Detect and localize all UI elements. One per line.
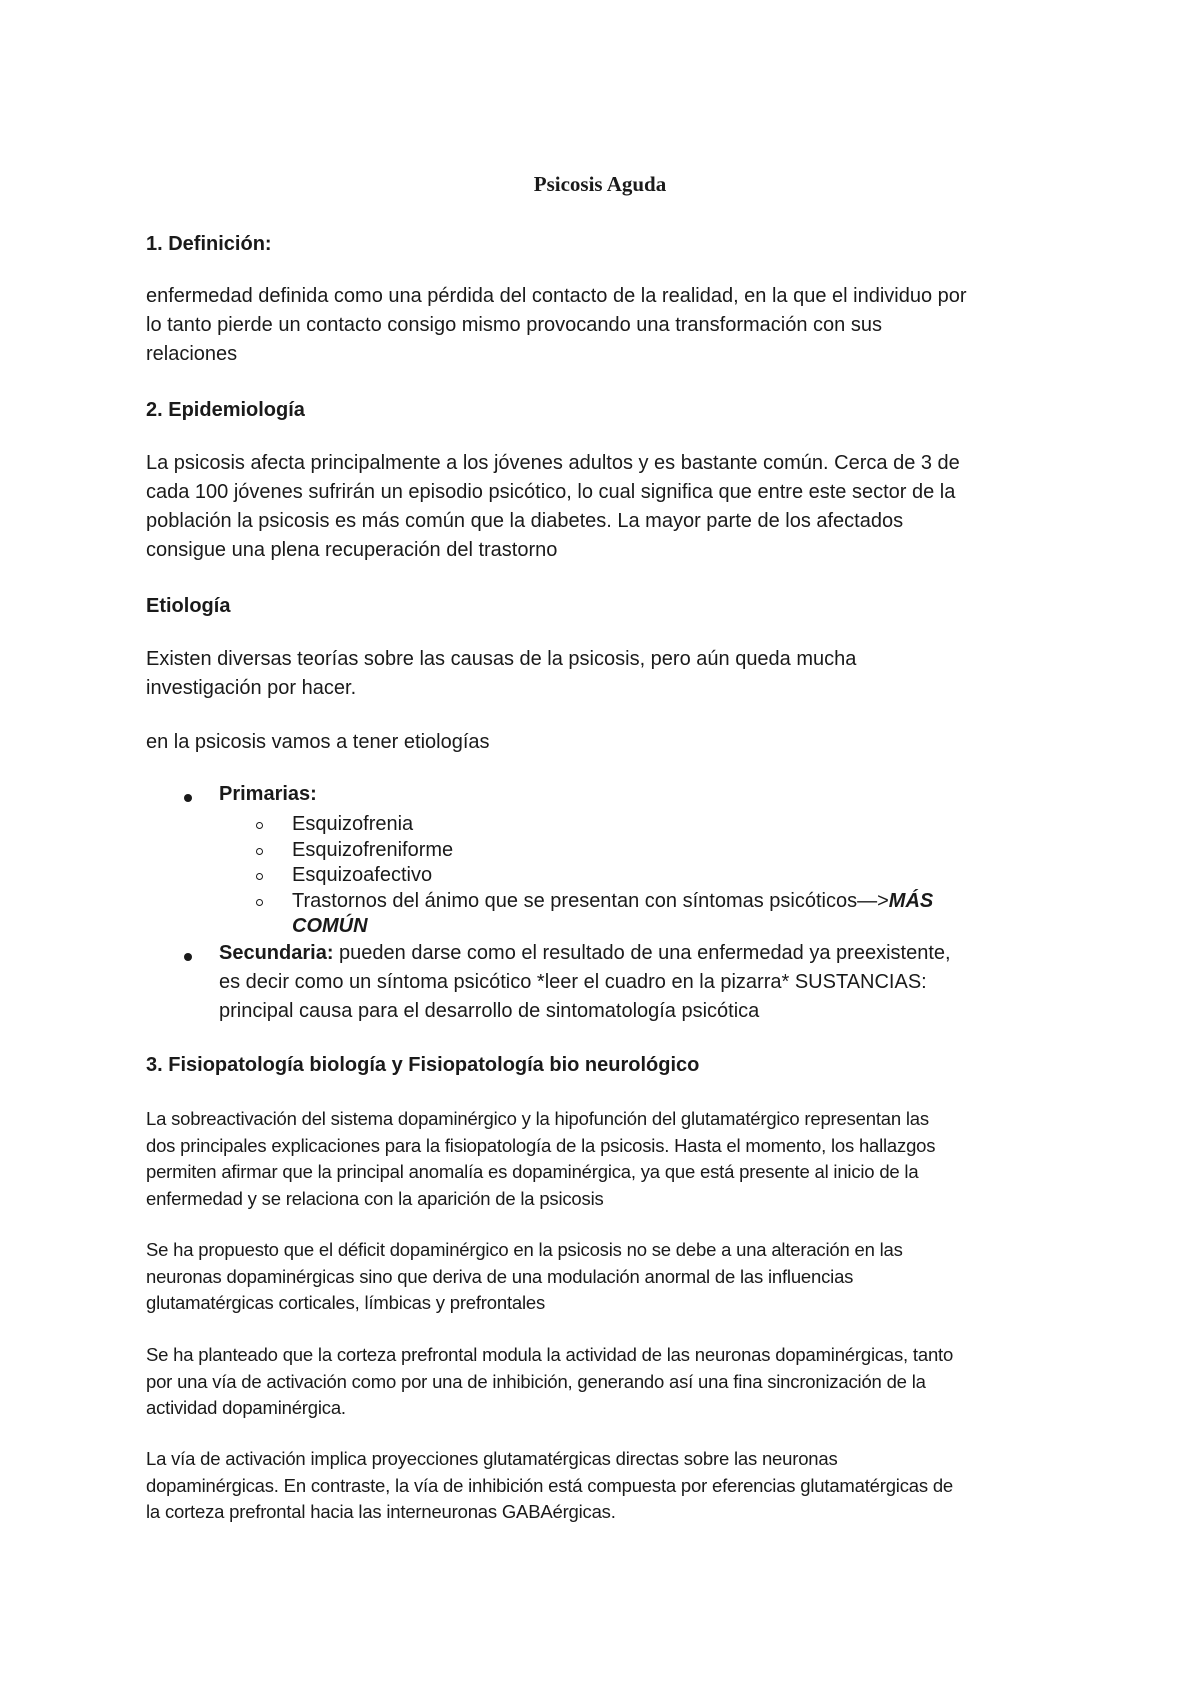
text-line: permiten afirmar que la principal anomalía es dopaminérgica, ya que está presente al inicio de la xyxy=(146,1161,919,1182)
paragraph-etiologia-intro xyxy=(146,728,1076,757)
text-line: cada 100 jóvenes sufrirán un episodio psicótico, lo cual significa que entre este sector de la xyxy=(146,481,956,503)
label-primarias: Primarias: xyxy=(219,783,317,805)
text-line: la corteza prefrontal hacia las interneuronas GABAérgicas. xyxy=(146,1501,616,1522)
secundaria-line: principal causa para el desarrollo de sintomatología psicótica xyxy=(219,1000,760,1022)
secundaria-line xyxy=(219,939,1099,968)
text-line: población la psicosis es más común que la diabetes. La mayor parte de los afectados xyxy=(146,510,904,532)
text-line: Existen diversas teorías sobre las causas de la psicosis, pero aún queda mucha xyxy=(146,648,857,670)
text-line: neuronas dopaminérgicas sino que deriva de una modulación anormal de las influencias xyxy=(146,1265,854,1287)
paragraph-fisio-1 xyxy=(146,1106,1076,1212)
text-line: Se ha planteado que la corteza prefrontal modula la actividad de las neuronas dopaminérgicas, tanto xyxy=(146,1344,954,1365)
bullet-icon xyxy=(184,953,192,961)
subitem-text: Trastornos del ánimo que se presentan con síntomas psicóticos—> xyxy=(292,890,889,912)
bullet-icon xyxy=(184,794,192,802)
section-fisiopatologia xyxy=(146,1051,1076,1079)
text-line: glutamatérgicas corticales, límbicas y prefrontales xyxy=(146,1292,546,1313)
document-title: Psicosis Aguda xyxy=(533,172,667,196)
paragraph-epidemiologia xyxy=(146,449,1076,565)
paragraph-fisio-2 xyxy=(146,1237,1076,1317)
list-subitem-continued xyxy=(292,914,368,939)
circle-bullet-icon xyxy=(256,822,263,829)
heading-epidemiologia: 2. Epidemiología xyxy=(146,399,305,421)
list-subitem: Esquizofrenia xyxy=(292,813,414,835)
label-secundaria: Secundaria: xyxy=(219,942,334,964)
list-subitem: Esquizofreniforme xyxy=(292,839,454,861)
text-line: relaciones xyxy=(146,343,238,365)
paragraph-fisio-3 xyxy=(146,1342,1076,1422)
circle-bullet-icon xyxy=(256,899,263,906)
emphasis-mas: MÁS xyxy=(888,890,934,912)
circle-bullet-icon xyxy=(256,873,263,880)
secundaria-text: pueden darse como el resultado de una enfermedad ya preexistente, xyxy=(333,942,951,964)
section-etiologia xyxy=(146,592,1076,620)
text-line: consigue una plena recuperación del trastorno xyxy=(146,539,558,561)
emphasis-comun: COMÚN xyxy=(292,915,368,937)
text-line: enfermedad y se relaciona con la aparición de la psicosis xyxy=(146,1187,604,1209)
secundaria-line: es decir como un síntoma psicótico *leer el cuadro en la pizarra* SUSTANCIAS: xyxy=(219,971,927,993)
paragraph-definicion xyxy=(146,282,1076,369)
text-line: Se ha propuesto que el déficit dopaminérgico en la psicosis no se debe a una alteración en las xyxy=(146,1239,903,1260)
section-epidemiologia xyxy=(146,396,1076,424)
paragraph-fisio-4 xyxy=(146,1446,1076,1526)
text-line: actividad dopaminérgica. xyxy=(146,1397,346,1418)
paragraph-etiologia xyxy=(146,645,1076,703)
text-line: dos principales explicaciones para la fisiopatología de la psicosis. Hasta el momento, los hallazgos xyxy=(146,1134,936,1156)
text-line: La sobreactivación del sistema dopaminérgico y la hipofunción del glutamatérgico representan las xyxy=(146,1108,929,1129)
heading-fisiopatologia: 3. Fisiopatología biología y Fisiopatología bio neurológico xyxy=(146,1054,700,1076)
circle-bullet-icon xyxy=(256,848,263,855)
text-line: enfermedad definida como una pérdida del contacto de la realidad, en la que el individuo por xyxy=(146,285,967,307)
list-item-primarias xyxy=(219,780,1099,809)
text-line: en la psicosis vamos a tener etiologías xyxy=(146,731,490,753)
text-line: La psicosis afecta principalmente a los jóvenes adultos y es bastante común. Cerca de 3 de xyxy=(146,452,960,474)
heading-definicion: 1. Definición: xyxy=(146,233,272,255)
heading-etiologia: Etiología xyxy=(146,595,231,617)
text-line: investigación por hacer. xyxy=(146,677,357,699)
list-subitem xyxy=(292,889,933,914)
list-item-secundaria xyxy=(219,939,1099,1026)
text-line: dopaminérgicas. En contraste, la vía de inhibición está compuesta por eferencias glutamatérgicas de xyxy=(146,1474,954,1496)
text-line: por una vía de activación como por una de inhibición, generando así una fina sincronización de la xyxy=(146,1370,926,1392)
section-definicion xyxy=(146,230,1076,258)
text-line: La vía de activación implica proyecciones glutamatérgicas directas sobre las neuronas xyxy=(146,1448,838,1469)
list-subitem: Esquizoafectivo xyxy=(292,864,433,886)
text-line: lo tanto pierde un contacto consigo mismo provocando una transformación con sus xyxy=(146,314,882,336)
